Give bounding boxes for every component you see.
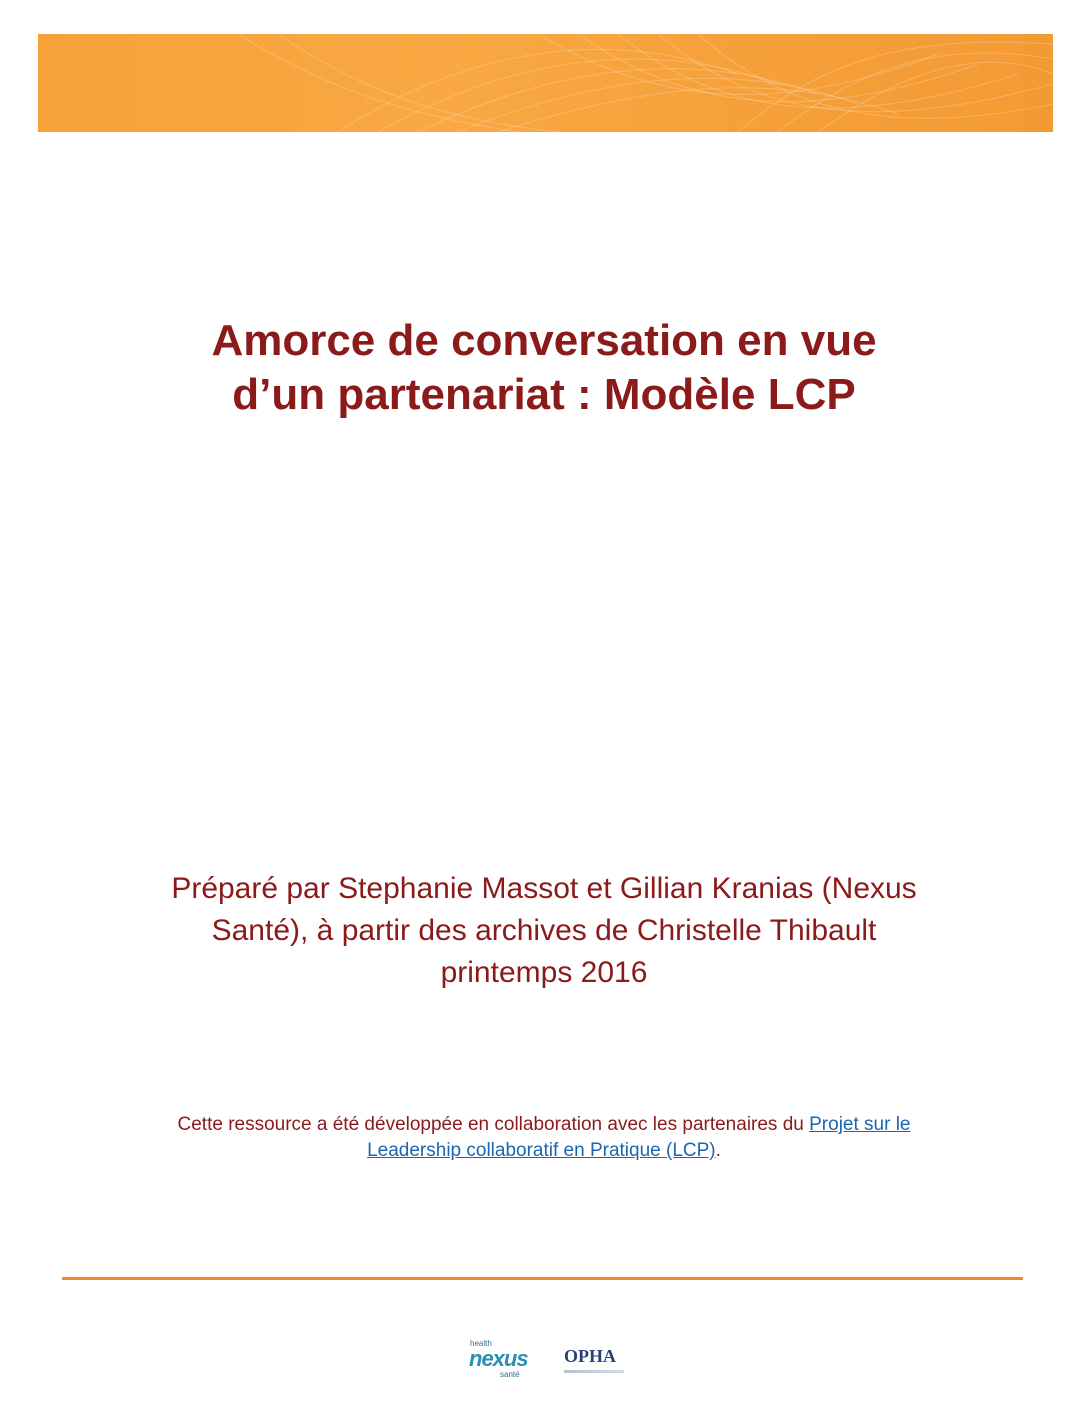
- credit-note: [60, 1112, 1028, 1164]
- opha-logo-text: OPHA: [564, 1346, 616, 1366]
- nexus-logo-bottom-text: santé: [500, 1370, 520, 1379]
- title-line-1: Amorce de conversation en vue: [211, 316, 877, 365]
- lcp-link-line-2: Leadership collaboratif en Pratique (LCP): [367, 1140, 716, 1161]
- prepared-by-line-1: Préparé par Stephanie Massot et Gillian Kranias (Nexus: [171, 872, 917, 905]
- prepared-by: [60, 868, 1028, 994]
- partner-logos: [466, 1340, 626, 1384]
- prepared-by-line-2: Santé), à partir des archives de Christelle Thibault: [211, 914, 877, 947]
- banner-pattern: [38, 34, 1053, 132]
- credit-suffix: .: [715, 1140, 721, 1161]
- health-nexus-logo: [466, 1340, 536, 1380]
- opha-logo: [562, 1346, 626, 1382]
- footer-divider: [62, 1277, 1023, 1280]
- nexus-logo-main-text: nexus: [469, 1346, 528, 1371]
- lcp-link-line-1: Projet sur le: [809, 1114, 911, 1135]
- document-title: [60, 314, 1028, 422]
- credit-text: Cette ressource a été développée en collaboration avec les partenaires du: [177, 1114, 810, 1135]
- opha-logo-tagline-mark: [564, 1370, 624, 1373]
- prepared-by-line-3: printemps 2016: [440, 956, 648, 989]
- title-line-2: d’un partenariat : Modèle LCP: [232, 370, 856, 419]
- nexus-logo-top-text: health: [470, 1339, 492, 1348]
- header-banner: [38, 34, 1053, 132]
